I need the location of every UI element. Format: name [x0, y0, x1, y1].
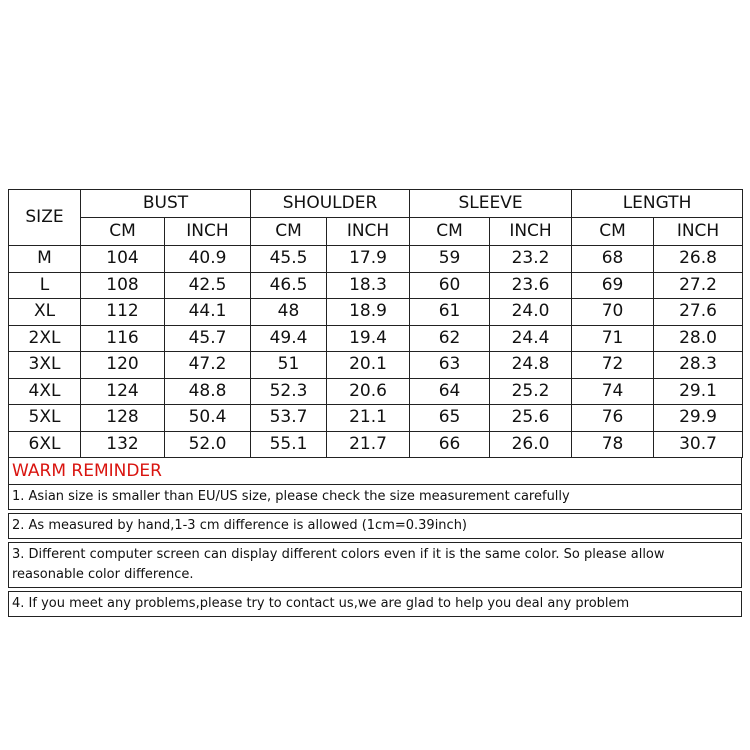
measurement-cell: 45.7: [165, 325, 251, 352]
measurement-cell: 72: [572, 352, 654, 379]
measurement-cell: 20.6: [327, 378, 410, 405]
measurement-cell: 30.7: [654, 431, 743, 458]
measurement-cell: 23.6: [490, 272, 572, 299]
header-unit-row: [9, 218, 743, 246]
unit-header: CM: [410, 218, 490, 246]
measurement-cell: 42.5: [165, 272, 251, 299]
table-row: [9, 272, 743, 299]
measurement-cell: 60: [410, 272, 490, 299]
table-row: [9, 352, 743, 379]
measurement-cell: 78: [572, 431, 654, 458]
measurement-cell: 26.8: [654, 246, 743, 273]
size-cell: M: [9, 246, 81, 273]
group-header-length: LENGTH: [572, 190, 743, 218]
measurement-cell: 27.2: [654, 272, 743, 299]
table-row: [9, 246, 743, 273]
measurement-cell: 61: [410, 299, 490, 326]
measurement-cell: 27.6: [654, 299, 743, 326]
measurement-cell: 51: [251, 352, 327, 379]
measurement-cell: 18.3: [327, 272, 410, 299]
unit-header: INCH: [165, 218, 251, 246]
unit-header: CM: [572, 218, 654, 246]
measurement-cell: 24.8: [490, 352, 572, 379]
measurement-cell: 65: [410, 405, 490, 432]
size-cell: 6XL: [9, 431, 81, 458]
measurement-cell: 62: [410, 325, 490, 352]
measurement-cell: 48.8: [165, 378, 251, 405]
measurement-cell: 23.2: [490, 246, 572, 273]
unit-header: INCH: [654, 218, 743, 246]
measurement-cell: 112: [81, 299, 165, 326]
size-header: SIZE: [9, 190, 81, 246]
measurement-cell: 59: [410, 246, 490, 273]
measurement-cell: 21.7: [327, 431, 410, 458]
table-body: [9, 246, 743, 458]
measurement-cell: 45.5: [251, 246, 327, 273]
note-item: 2. As measured by hand,1-3 cm difference is allowed (1cm=0.39inch): [8, 513, 742, 539]
measurement-cell: 28.0: [654, 325, 743, 352]
header-group-row: [9, 190, 743, 218]
table-row: [9, 299, 743, 326]
measurement-cell: 132: [81, 431, 165, 458]
size-chart: [8, 189, 742, 617]
measurement-cell: 49.4: [251, 325, 327, 352]
table-row: [9, 325, 743, 352]
measurement-cell: 66: [410, 431, 490, 458]
measurement-cell: 24.4: [490, 325, 572, 352]
size-cell: 2XL: [9, 325, 81, 352]
measurement-cell: 17.9: [327, 246, 410, 273]
measurement-cell: 104: [81, 246, 165, 273]
measurement-cell: 46.5: [251, 272, 327, 299]
measurement-cell: 40.9: [165, 246, 251, 273]
measurement-cell: 25.6: [490, 405, 572, 432]
measurement-cell: 28.3: [654, 352, 743, 379]
group-header-sleeve: SLEEVE: [410, 190, 572, 218]
measurement-cell: 29.1: [654, 378, 743, 405]
measurement-cell: 55.1: [251, 431, 327, 458]
group-header-bust: BUST: [81, 190, 251, 218]
measurement-cell: 53.7: [251, 405, 327, 432]
size-cell: 4XL: [9, 378, 81, 405]
table-row: [9, 431, 743, 458]
measurement-cell: 21.1: [327, 405, 410, 432]
size-cell: 5XL: [9, 405, 81, 432]
measurement-cell: 29.9: [654, 405, 743, 432]
measurement-cell: 124: [81, 378, 165, 405]
measurement-cell: 24.0: [490, 299, 572, 326]
group-header-shoulder: SHOULDER: [251, 190, 410, 218]
measurement-cell: 120: [81, 352, 165, 379]
measurement-cell: 108: [81, 272, 165, 299]
measurement-cell: 64: [410, 378, 490, 405]
measurement-cell: 68: [572, 246, 654, 273]
size-table: [8, 189, 743, 458]
unit-header: INCH: [327, 218, 410, 246]
measurement-cell: 52.3: [251, 378, 327, 405]
measurement-cell: 19.4: [327, 325, 410, 352]
measurement-cell: 44.1: [165, 299, 251, 326]
measurement-cell: 71: [572, 325, 654, 352]
measurement-cell: 63: [410, 352, 490, 379]
table-row: [9, 405, 743, 432]
warm-reminder-title: WARM REMINDER: [8, 458, 742, 485]
measurement-cell: 69: [572, 272, 654, 299]
note-item: 1. Asian size is smaller than EU/US size, please check the size measurement carefully: [8, 485, 742, 510]
note-item: 4. If you meet any problems,please try to contact us,we are glad to help you deal any problem: [8, 591, 742, 617]
size-cell: 3XL: [9, 352, 81, 379]
unit-header: CM: [251, 218, 327, 246]
measurement-cell: 76: [572, 405, 654, 432]
reminder-notes: [8, 485, 742, 617]
measurement-cell: 18.9: [327, 299, 410, 326]
measurement-cell: 20.1: [327, 352, 410, 379]
measurement-cell: 116: [81, 325, 165, 352]
table-row: [9, 378, 743, 405]
measurement-cell: 52.0: [165, 431, 251, 458]
size-cell: XL: [9, 299, 81, 326]
measurement-cell: 25.2: [490, 378, 572, 405]
measurement-cell: 70: [572, 299, 654, 326]
unit-header: CM: [81, 218, 165, 246]
measurement-cell: 74: [572, 378, 654, 405]
measurement-cell: 48: [251, 299, 327, 326]
note-item: 3. Different computer screen can display different colors even if it is the same color. So please allow reasonable color difference.: [8, 542, 742, 588]
unit-header: INCH: [490, 218, 572, 246]
measurement-cell: 50.4: [165, 405, 251, 432]
measurement-cell: 26.0: [490, 431, 572, 458]
size-cell: L: [9, 272, 81, 299]
measurement-cell: 128: [81, 405, 165, 432]
measurement-cell: 47.2: [165, 352, 251, 379]
